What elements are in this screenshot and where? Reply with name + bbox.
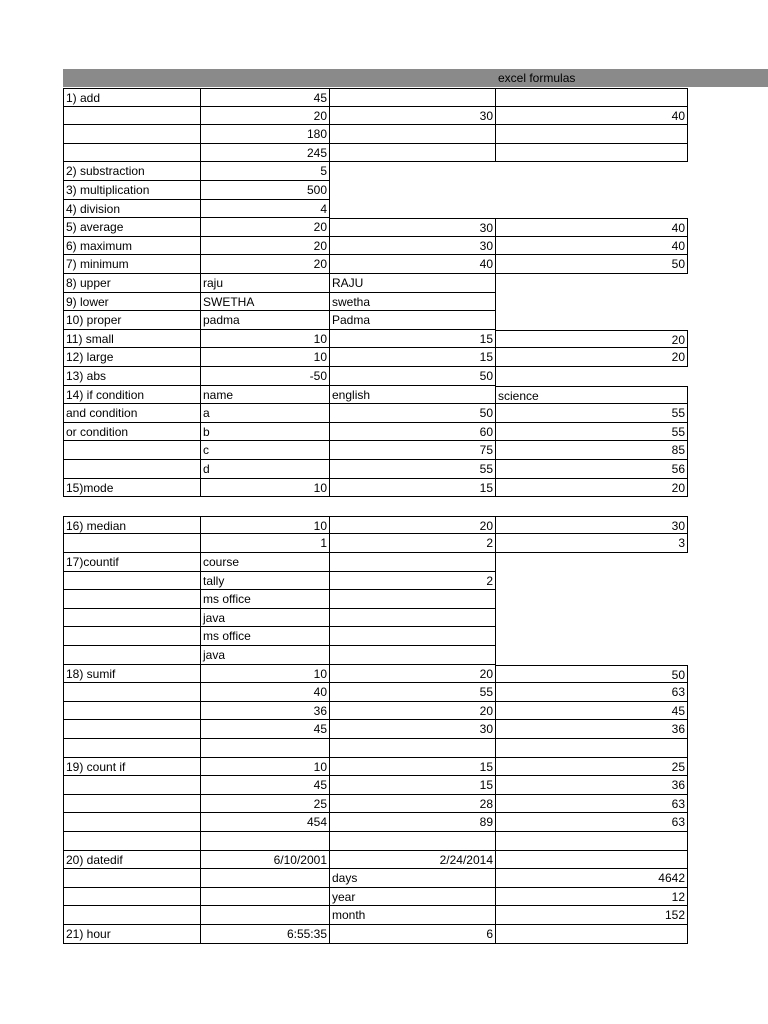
table-row <box>63 776 688 795</box>
cell[interactable]: 89 <box>330 813 496 832</box>
cell[interactable]: java <box>201 646 330 665</box>
cell[interactable] <box>330 646 496 665</box>
cell[interactable] <box>496 293 688 312</box>
table-row <box>63 88 688 107</box>
cell[interactable]: 40 <box>496 218 688 237</box>
cell[interactable]: 10 <box>201 330 330 349</box>
cell[interactable] <box>63 869 201 888</box>
cell[interactable]: 20 <box>201 107 330 126</box>
cell[interactable] <box>496 88 688 107</box>
cell[interactable]: 13) abs <box>63 367 201 386</box>
spreadsheet-table <box>63 88 768 948</box>
cell[interactable]: 14) if condition <box>63 386 201 405</box>
cell[interactable]: 50 <box>330 404 496 423</box>
cell[interactable]: 21) hour <box>63 925 201 944</box>
cell[interactable]: 36 <box>496 720 688 739</box>
cell[interactable] <box>330 497 496 516</box>
cell[interactable]: 15 <box>330 479 496 498</box>
table-row <box>63 479 688 498</box>
cell[interactable] <box>496 200 688 219</box>
table-row <box>63 386 688 405</box>
cell[interactable]: 18) sumif <box>63 665 201 684</box>
cell[interactable] <box>496 627 688 646</box>
cell[interactable]: 40 <box>330 255 496 274</box>
cell[interactable]: 55 <box>330 683 496 702</box>
cell[interactable]: 20 <box>201 237 330 256</box>
table-row <box>63 162 688 181</box>
cell[interactable]: padma <box>201 311 330 330</box>
cell[interactable]: 63 <box>496 795 688 814</box>
cell[interactable] <box>496 739 688 758</box>
cell[interactable]: 50 <box>330 367 496 386</box>
cell[interactable]: 40 <box>496 107 688 126</box>
cell[interactable] <box>330 125 496 144</box>
cell[interactable]: 7) minimum <box>63 255 201 274</box>
cell[interactable]: 10 <box>201 479 330 498</box>
cell[interactable] <box>201 869 330 888</box>
cell[interactable]: 28 <box>330 795 496 814</box>
cell[interactable]: 30 <box>330 237 496 256</box>
cell[interactable] <box>496 144 688 163</box>
cell[interactable] <box>63 107 201 126</box>
cell[interactable]: RAJU <box>330 274 496 293</box>
cell[interactable]: name <box>201 386 330 405</box>
cell[interactable]: 15 <box>330 758 496 777</box>
table-row <box>63 125 688 144</box>
cell[interactable]: 8) upper <box>63 274 201 293</box>
cell[interactable] <box>63 888 201 907</box>
cell[interactable]: ms office <box>201 627 330 646</box>
cell[interactable]: or condition <box>63 423 201 442</box>
cell[interactable]: 75 <box>330 441 496 460</box>
cell[interactable] <box>63 144 201 163</box>
cell[interactable]: and condition <box>63 404 201 423</box>
cell[interactable] <box>496 925 688 944</box>
cell[interactable]: 20 <box>496 330 688 349</box>
cell[interactable]: 4642 <box>496 869 688 888</box>
table-row <box>63 293 688 312</box>
cell[interactable] <box>63 813 201 832</box>
cell[interactable]: 4 <box>201 200 330 219</box>
table-row <box>63 218 688 237</box>
cell[interactable]: 12 <box>496 888 688 907</box>
cell[interactable] <box>63 441 201 460</box>
cell[interactable]: 6/10/2001 <box>201 851 330 870</box>
cell[interactable]: 40 <box>201 683 330 702</box>
cell[interactable]: 60 <box>330 423 496 442</box>
cell[interactable]: 36 <box>496 776 688 795</box>
cell[interactable]: 4) division <box>63 200 201 219</box>
cell[interactable] <box>330 144 496 163</box>
table-row <box>63 665 688 684</box>
cell[interactable] <box>63 683 201 702</box>
cell[interactable]: 16) median <box>63 516 201 535</box>
cell[interactable]: 63 <box>496 813 688 832</box>
cell[interactable] <box>201 888 330 907</box>
table-row <box>63 627 688 646</box>
cell[interactable]: 10 <box>201 665 330 684</box>
cell[interactable]: 25 <box>201 795 330 814</box>
table-row <box>63 832 688 851</box>
table-row <box>63 181 688 200</box>
cell[interactable] <box>63 609 201 628</box>
cell[interactable]: 45 <box>201 776 330 795</box>
cell[interactable]: science <box>496 386 688 405</box>
cell[interactable] <box>496 553 688 572</box>
cell[interactable]: 63 <box>496 683 688 702</box>
table-row <box>63 274 688 293</box>
table-row <box>63 311 688 330</box>
table-row <box>63 572 688 591</box>
cell[interactable]: 5 <box>201 162 330 181</box>
cell[interactable]: 30 <box>330 218 496 237</box>
table-row <box>63 330 688 349</box>
cell[interactable]: 20 <box>496 479 688 498</box>
cell[interactable] <box>330 832 496 851</box>
cell[interactable] <box>496 125 688 144</box>
table-row <box>63 758 688 777</box>
cell[interactable]: 50 <box>496 665 688 684</box>
cell[interactable]: 180 <box>201 125 330 144</box>
table-row <box>63 795 688 814</box>
cell[interactable] <box>496 572 688 591</box>
cell[interactable] <box>63 460 201 479</box>
table-row <box>63 720 688 739</box>
cell[interactable] <box>330 609 496 628</box>
table-row <box>63 404 688 423</box>
cell[interactable]: 30 <box>496 516 688 535</box>
cell[interactable]: 85 <box>496 441 688 460</box>
cell[interactable]: ms office <box>201 590 330 609</box>
cell[interactable]: 1 <box>201 534 330 553</box>
cell[interactable]: 3) multiplication <box>63 181 201 200</box>
cell[interactable]: 20 <box>330 665 496 684</box>
cell[interactable]: 20 <box>496 348 688 367</box>
title-bar <box>63 69 768 87</box>
table-row <box>63 107 688 126</box>
cell[interactable] <box>496 646 688 665</box>
table-row <box>63 590 688 609</box>
cell[interactable]: 6) maximum <box>63 237 201 256</box>
cell[interactable]: 55 <box>496 404 688 423</box>
table-row <box>63 423 688 442</box>
cell[interactable] <box>63 646 201 665</box>
cell[interactable]: 10 <box>201 348 330 367</box>
cell[interactable]: c <box>201 441 330 460</box>
cell[interactable]: 500 <box>201 181 330 200</box>
cell[interactable] <box>63 739 201 758</box>
cell[interactable]: 6:55:35 <box>201 925 330 944</box>
cell[interactable]: 454 <box>201 813 330 832</box>
table-row <box>63 534 688 553</box>
cell[interactable]: 45 <box>201 88 330 107</box>
cell[interactable] <box>63 534 201 553</box>
cell[interactable]: raju <box>201 274 330 293</box>
table-row <box>63 237 688 256</box>
cell[interactable]: 9) lower <box>63 293 201 312</box>
cell[interactable] <box>496 832 688 851</box>
table-row <box>63 683 688 702</box>
table-row <box>63 813 688 832</box>
cell[interactable] <box>201 497 330 516</box>
cell[interactable]: 3 <box>496 534 688 553</box>
cell[interactable] <box>63 702 201 721</box>
cell[interactable]: 10) proper <box>63 311 201 330</box>
cell[interactable]: 20 <box>201 218 330 237</box>
cell[interactable]: 20 <box>201 255 330 274</box>
cell[interactable]: 2 <box>330 572 496 591</box>
cell[interactable] <box>496 590 688 609</box>
cell[interactable]: month <box>330 906 496 925</box>
table-row <box>63 516 688 535</box>
cell[interactable]: 20 <box>330 702 496 721</box>
cell[interactable]: 17)countif <box>63 553 201 572</box>
cell[interactable]: 12) large <box>63 348 201 367</box>
cell[interactable] <box>201 906 330 925</box>
table-row <box>63 851 688 870</box>
cell[interactable]: 10 <box>201 758 330 777</box>
cell[interactable] <box>496 367 688 386</box>
table-row <box>63 497 688 516</box>
table-row <box>63 925 688 944</box>
cell[interactable] <box>496 162 688 181</box>
cell[interactable]: english <box>330 386 496 405</box>
cell[interactable]: 2/24/2014 <box>330 851 496 870</box>
cell[interactable]: SWETHA <box>201 293 330 312</box>
cell[interactable]: 55 <box>496 423 688 442</box>
cell[interactable]: 19) count if <box>63 758 201 777</box>
cell[interactable]: 56 <box>496 460 688 479</box>
cell[interactable] <box>63 720 201 739</box>
cell[interactable]: 30 <box>330 720 496 739</box>
cell[interactable]: 15 <box>330 330 496 349</box>
cell[interactable]: 45 <box>496 702 688 721</box>
table-row <box>63 367 688 386</box>
cell[interactable]: year <box>330 888 496 907</box>
cell[interactable]: 152 <box>496 906 688 925</box>
cell[interactable]: days <box>330 869 496 888</box>
cell[interactable]: swetha <box>330 293 496 312</box>
cell[interactable]: 55 <box>330 460 496 479</box>
table-row <box>63 869 688 888</box>
cell[interactable] <box>63 795 201 814</box>
cell[interactable]: 15)mode <box>63 479 201 498</box>
cell[interactable]: 15 <box>330 776 496 795</box>
table-row <box>63 200 688 219</box>
table-row <box>63 609 688 628</box>
cell[interactable] <box>330 590 496 609</box>
cell[interactable] <box>496 311 688 330</box>
cell[interactable]: 6 <box>330 925 496 944</box>
cell[interactable] <box>496 851 688 870</box>
cell[interactable]: Padma <box>330 311 496 330</box>
cell[interactable]: 15 <box>330 348 496 367</box>
cell[interactable] <box>63 497 201 516</box>
cell[interactable]: 40 <box>496 237 688 256</box>
table-row <box>63 553 688 572</box>
cell[interactable]: 20) datedif <box>63 851 201 870</box>
sheet-title: excel formulas <box>498 71 576 85</box>
cell[interactable]: 11) small <box>63 330 201 349</box>
table-row <box>63 702 688 721</box>
table-row <box>63 348 688 367</box>
cell[interactable] <box>63 776 201 795</box>
cell[interactable]: d <box>201 460 330 479</box>
cell[interactable]: 50 <box>496 255 688 274</box>
table-row <box>63 255 688 274</box>
cell[interactable] <box>63 572 201 591</box>
table-row <box>63 144 688 163</box>
cell[interactable]: 5) average <box>63 218 201 237</box>
table-row <box>63 888 688 907</box>
cell[interactable]: 36 <box>201 702 330 721</box>
cell[interactable]: -50 <box>201 367 330 386</box>
cell[interactable] <box>330 553 496 572</box>
table-row <box>63 646 688 665</box>
cell[interactable] <box>330 181 496 200</box>
cell[interactable] <box>63 627 201 646</box>
cell[interactable] <box>330 739 496 758</box>
cell[interactable] <box>201 739 330 758</box>
cell[interactable] <box>63 590 201 609</box>
cell[interactable] <box>330 627 496 646</box>
cell[interactable]: java <box>201 609 330 628</box>
cell[interactable] <box>201 832 330 851</box>
cell[interactable]: a <box>201 404 330 423</box>
cell[interactable] <box>496 497 688 516</box>
cell[interactable]: 30 <box>330 107 496 126</box>
cell[interactable] <box>496 181 688 200</box>
cell[interactable]: 25 <box>496 758 688 777</box>
cell[interactable]: course <box>201 553 330 572</box>
cell[interactable]: 2 <box>330 534 496 553</box>
cell[interactable]: 45 <box>201 720 330 739</box>
table-row <box>63 441 688 460</box>
cell[interactable]: 245 <box>201 144 330 163</box>
cell[interactable]: b <box>201 423 330 442</box>
cell[interactable] <box>496 609 688 628</box>
cell[interactable] <box>63 125 201 144</box>
table-row <box>63 906 688 925</box>
cell[interactable]: 20 <box>330 516 496 535</box>
cell[interactable] <box>330 200 496 219</box>
table-row <box>63 460 688 479</box>
cell[interactable]: 2) substraction <box>63 162 201 181</box>
table-row <box>63 739 688 758</box>
cell[interactable] <box>330 88 496 107</box>
cell[interactable] <box>63 832 201 851</box>
cell[interactable] <box>63 906 201 925</box>
cell[interactable]: tally <box>201 572 330 591</box>
cell[interactable] <box>496 274 688 293</box>
cell[interactable]: 1) add <box>63 88 201 107</box>
cell[interactable] <box>330 162 496 181</box>
cell[interactable]: 10 <box>201 516 330 535</box>
